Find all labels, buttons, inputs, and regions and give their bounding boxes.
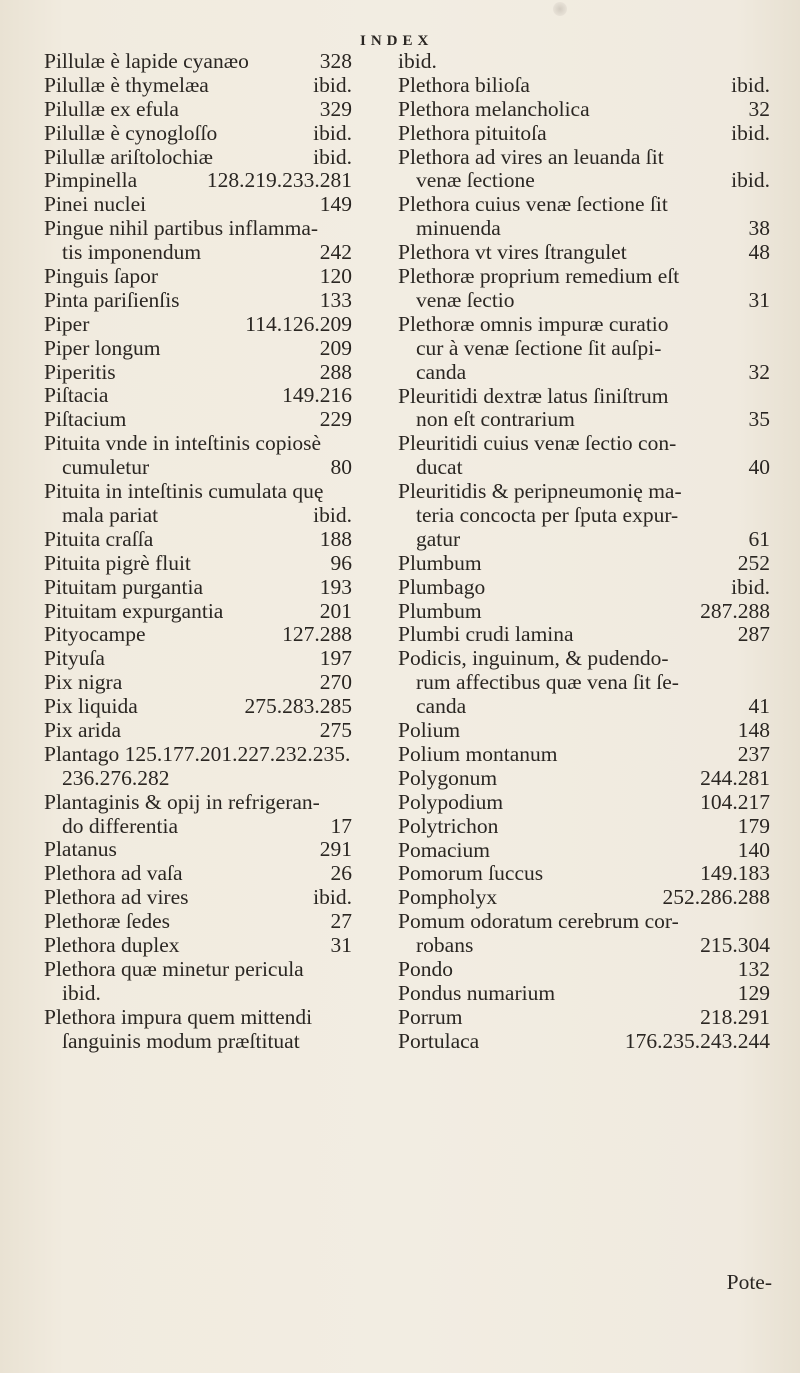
index-term (398, 432, 676, 480)
index-term (44, 193, 146, 217)
index-term (44, 934, 180, 958)
index-entry (44, 1006, 436, 1054)
index-term-line: Plantaginis & opij in refrigeran- (44, 789, 320, 814)
index-term-line: Pilullæ ex efula (44, 96, 179, 121)
index-term-line: Plethora ad vires an leuanda ſit (398, 144, 664, 169)
page-reference: 148 (737, 718, 770, 743)
index-term (398, 982, 555, 1006)
index-term-line: Pinguis ſapor (44, 264, 159, 289)
index-term-line: Pleuritidi dextræ latus ſiniſtrum (398, 383, 669, 408)
page-reference: 328 (319, 49, 352, 73)
index-term (398, 313, 669, 385)
index-term (398, 122, 547, 146)
index-term (44, 600, 223, 624)
index-term-line: Platanus (44, 837, 117, 862)
page-reference: ibid. (731, 120, 770, 145)
index-term-line: Plethora bilioſa (398, 72, 530, 97)
index-entry (398, 265, 770, 313)
index-term (44, 791, 320, 839)
index-term (44, 480, 323, 528)
index-term (398, 241, 627, 265)
index-entry (44, 50, 436, 74)
index-entry (44, 217, 436, 265)
page-reference: 252 (737, 550, 770, 575)
index-term-line: Pondo (398, 956, 453, 981)
index-entry (398, 98, 770, 122)
page-reference: 193 (319, 574, 352, 599)
index-entry (398, 647, 770, 719)
index-term-line: Pomacium (398, 837, 490, 862)
index-term-line: venæ ſectione (416, 168, 535, 193)
index-entry (398, 50, 770, 74)
index-term (398, 743, 557, 767)
index-entry (44, 74, 436, 98)
index-entry (398, 600, 770, 624)
index-term-line: Pituita pigrè fluit (44, 550, 191, 575)
index-entry (398, 743, 770, 767)
index-term-line: Plethora pituitoſa (398, 120, 547, 145)
index-term (398, 50, 437, 74)
index-entry (44, 862, 436, 886)
index-term-line: venæ ſectio (416, 287, 515, 312)
index-term-line: Pinta pariſienſis (44, 287, 180, 312)
index-term (398, 886, 497, 910)
index-term-line: Polypodium (398, 789, 504, 814)
page-reference: 218.291 (700, 1004, 770, 1029)
index-entry (398, 241, 770, 265)
index-term-line: Pix nigra (44, 670, 123, 695)
index-entry (398, 552, 770, 576)
index-entry (44, 408, 436, 432)
page-reference: ibid. (731, 574, 770, 599)
index-term-line: Pilullæ è cynogloſſo (44, 120, 218, 145)
index-term-line: Pillulæ è lapide cyanæo (44, 49, 249, 73)
index-term (44, 50, 249, 74)
index-entry (398, 74, 770, 98)
index-term (398, 552, 482, 576)
page-reference: 120 (319, 264, 352, 289)
index-term (44, 289, 180, 313)
index-column-right (398, 50, 770, 1054)
index-entry (398, 815, 770, 839)
index-entry (44, 910, 436, 934)
index-term (398, 719, 460, 743)
index-term-line: Plethoræ proprium remedium eſt (398, 264, 680, 289)
index-entry (398, 839, 770, 863)
index-term (44, 910, 170, 934)
index-entry (398, 767, 770, 791)
page-reference: 48 (748, 240, 770, 265)
index-entry (44, 671, 436, 695)
index-entry (398, 910, 770, 958)
index-term-line: Piperitis (44, 359, 116, 384)
page-reference: ibid. (313, 502, 352, 527)
index-entry (44, 886, 436, 910)
index-term-line: Pilullæ è thymelæa (44, 72, 209, 97)
page-reference: 188 (319, 526, 352, 551)
index-term-line: rum affectibus quæ vena ſit ſe- (416, 670, 679, 695)
index-term-line: Plethora ad vires (44, 885, 189, 910)
index-entry (398, 1006, 770, 1030)
index-term (398, 193, 668, 241)
index-term-line: Pituitam purgantia (44, 574, 204, 599)
index-term (44, 647, 105, 671)
index-term (398, 74, 530, 98)
index-term-line: Porrum (398, 1004, 463, 1029)
index-term-line: Plethora ad vaſa (44, 861, 183, 886)
index-term (398, 146, 664, 194)
page-reference: 31 (330, 933, 352, 958)
index-term-line: Plumbi crudi lamina (398, 622, 574, 647)
index-term-line: Polium montanum (398, 741, 558, 766)
index-entry (44, 480, 436, 528)
index-term-line: ducat (416, 455, 463, 480)
index-entry (44, 934, 436, 958)
index-entry (398, 480, 770, 552)
index-entry (44, 958, 436, 1006)
index-term-line: Pituita craſſa (44, 526, 154, 551)
index-term-line: Plethora impura quem mittendi (44, 1004, 313, 1029)
index-term (44, 958, 304, 1006)
index-term-line: Pinei nuclei (44, 192, 147, 217)
page-reference: 275 (319, 717, 352, 742)
page-reference: 127.288 (282, 622, 352, 647)
page-reference: 38 (748, 216, 770, 241)
page-reference: 197 (319, 646, 352, 671)
page-reference: 287.288 (700, 598, 770, 623)
page-reference: 104.217 (700, 789, 770, 814)
page-reference: ibid. (313, 144, 352, 169)
index-term (44, 695, 138, 719)
index-term (44, 265, 158, 289)
page-reference: ibid. (313, 885, 352, 910)
index-entry (398, 862, 770, 886)
page-reference: 149.183 (700, 861, 770, 886)
index-term (398, 265, 679, 313)
index-term-line: Plumbum (398, 598, 482, 623)
index-term (44, 838, 117, 862)
page-reference: 32 (748, 96, 770, 121)
index-term-line: Plethoræ ſedes (44, 909, 170, 934)
index-entry (398, 623, 770, 647)
index-entry (44, 600, 436, 624)
page-reference: 252.286.288 (662, 885, 770, 910)
index-term (398, 98, 590, 122)
index-term-line: Pituita in inteſtinis cumulata quę (44, 479, 324, 504)
index-term (44, 74, 209, 98)
page-reference: 128.219.233.281 (206, 168, 352, 193)
page-reference: 32 (748, 359, 770, 384)
index-term-line: Polytrichon (398, 813, 499, 838)
index-term (44, 671, 122, 695)
index-term (398, 1006, 463, 1030)
index-term-line: Plethora melancholica (398, 96, 590, 121)
index-entry (398, 886, 770, 910)
index-term (44, 719, 121, 743)
page-reference: 129 (737, 980, 770, 1005)
index-entry (398, 1030, 770, 1054)
page-reference: 149.216 (282, 383, 352, 408)
index-entry (44, 647, 436, 671)
index-entry (398, 791, 770, 815)
index-term-line: Plethora quæ minetur pericula (44, 956, 304, 981)
index-term-line: robans (416, 933, 474, 958)
index-entry (44, 313, 436, 337)
index-term (398, 839, 490, 863)
index-term-line: Polygonum (398, 765, 498, 790)
index-term-line: Pomorum ſuccus (398, 861, 544, 886)
index-term-line: Polium (398, 718, 461, 743)
index-entry (44, 361, 436, 385)
page-reference: 114.126.209 (245, 311, 352, 336)
page-reference: 242 (319, 240, 352, 265)
index-entry (44, 719, 436, 743)
index-entry (398, 193, 770, 241)
index-term (44, 886, 189, 910)
index-entry (398, 432, 770, 480)
index-entry (44, 838, 436, 862)
index-term (44, 552, 191, 576)
index-entry (44, 265, 436, 289)
page-header: INDEX (360, 33, 434, 49)
index-term (398, 623, 574, 647)
index-entry (44, 337, 436, 361)
page-reference: 176.235.243.244 (624, 1028, 770, 1053)
index-term-line: Pix arida (44, 717, 122, 742)
page-reference: 201 (319, 598, 352, 623)
index-term (398, 576, 485, 600)
index-term-line: Plethora vt vires ſtrangulet (398, 240, 627, 265)
index-entry (398, 385, 770, 433)
page-reference: 26 (330, 861, 352, 886)
index-term (44, 169, 137, 193)
index-term (44, 217, 318, 265)
index-term (44, 576, 203, 600)
page-reference: 291 (319, 837, 352, 862)
index-entry (44, 695, 436, 719)
page-reference: 133 (319, 287, 352, 312)
index-term (44, 361, 116, 385)
index-term-line: teria concocta per ſputa expur- (416, 503, 679, 528)
index-term (44, 623, 146, 647)
page-reference: 80 (330, 455, 352, 480)
index-term (44, 432, 321, 480)
index-entry (398, 982, 770, 1006)
index-entry (44, 432, 436, 480)
page-reference: 96 (330, 550, 352, 575)
index-term-line: canda (416, 694, 467, 719)
index-term-line: do differentia (62, 813, 179, 838)
index-term-line: cur à venæ ſectione ſit auſpi- (416, 335, 662, 360)
page-reference: ibid. (731, 168, 770, 193)
index-term-line: Pityocampe (44, 622, 146, 647)
index-term-line: ibid. (62, 980, 101, 1005)
page-reference: 149 (319, 192, 352, 217)
index-term-line: Plumbago (398, 574, 486, 599)
index-term-line: Pomum odoratum cerebrum cor- (398, 909, 679, 934)
index-term-line: Podicis, inguinum, & pudendo- (398, 646, 669, 671)
index-term-line: mala pariat (62, 502, 159, 527)
page-reference: 140 (737, 837, 770, 862)
index-term-line: Pityuſa (44, 646, 105, 671)
page-reference: ibid. (313, 72, 352, 97)
page-reference: 244.281 (700, 765, 770, 790)
index-term-line: Piſtacium (44, 407, 127, 432)
page-reference: 215.304 (700, 933, 770, 958)
index-term-line: Pilullæ ariſtolochiæ (44, 144, 214, 169)
index-term-line: tis imponendum (62, 240, 202, 265)
index-term-line: Portulaca (398, 1028, 480, 1053)
index-entry (44, 384, 436, 408)
index-term-line: Piſtacia (44, 383, 109, 408)
page-reference: ibid. (731, 72, 770, 97)
index-term-line: ſanguinis modum præſtituat (62, 1028, 300, 1053)
page-reference: 229 (319, 407, 352, 432)
index-entry (398, 146, 770, 194)
page-reference: 237 (737, 741, 770, 766)
index-term (44, 408, 126, 432)
page-reference: 329 (319, 96, 352, 121)
page-reference: 275.283.285 (244, 694, 352, 719)
page-reference: 288 (319, 359, 352, 384)
index-term (398, 480, 682, 552)
index-entry (398, 719, 770, 743)
index-entry (44, 98, 436, 122)
index-term (398, 910, 679, 958)
index-term-line: gatur (416, 526, 461, 551)
page-reference: ibid. (313, 120, 352, 145)
page-reference: 40 (748, 455, 770, 480)
index-term (398, 767, 497, 791)
index-entry (398, 958, 770, 982)
index-term (398, 385, 669, 433)
index-term (398, 815, 498, 839)
index-entry (44, 146, 436, 170)
index-term-line: non eſt contrarium (416, 407, 575, 432)
index-term-line: ibid. (398, 49, 437, 73)
page-reference: 17 (330, 813, 352, 838)
index-term-line: Piper (44, 311, 90, 336)
page-reference: 287 (737, 622, 770, 647)
index-term (44, 743, 350, 791)
index-term-line: Pondus numarium (398, 980, 556, 1005)
page-reference: 35 (748, 407, 770, 432)
index-term-line: Plumbum (398, 550, 482, 575)
index-term-line: Pingue nihil partibus inflamma- (44, 216, 319, 241)
index-term-line: canda (416, 359, 467, 384)
page-reference: 31 (748, 287, 770, 312)
index-entry (398, 313, 770, 385)
page-reference: 41 (748, 694, 770, 719)
index-column-left (44, 50, 436, 1054)
index-term (44, 98, 179, 122)
index-term (44, 337, 160, 361)
index-entry (44, 791, 436, 839)
index-term-line: Plethora cuius venæ ſectione ſit (398, 192, 668, 217)
page-reference: 61 (748, 526, 770, 551)
index-term (398, 791, 503, 815)
page-reference: 179 (737, 813, 770, 838)
index-entry (44, 623, 436, 647)
index-term (398, 1030, 479, 1054)
ink-blot (553, 2, 567, 16)
index-term-line: Plethora duplex (44, 933, 180, 958)
index-entry (44, 528, 436, 552)
index-entry (44, 576, 436, 600)
index-term (44, 384, 108, 408)
index-term (398, 862, 543, 886)
catchword: Pote- (726, 1270, 772, 1294)
index-term-line: Pleuritidis & peripneumonię ma- (398, 479, 682, 504)
index-term-line: Piper longum (44, 335, 161, 360)
page-reference: 209 (319, 335, 352, 360)
index-term (398, 647, 679, 719)
index-entry (44, 122, 436, 146)
index-entry (44, 169, 436, 193)
page-reference: 27 (330, 909, 352, 934)
index-term-line: Plethoræ omnis impuræ curatio (398, 311, 669, 336)
index-entry (44, 743, 436, 791)
index-term-line: 236.276.282 (62, 765, 170, 790)
index-term-line: Pituita vnde in inteſtinis copiosè (44, 431, 322, 456)
index-term (398, 958, 453, 982)
index-term-line: Pix liquida (44, 694, 138, 719)
index-term (398, 600, 482, 624)
index-term-line: Pleuritidi cuius venæ ſectio con- (398, 431, 677, 456)
index-term-line: Pimpinella (44, 168, 138, 193)
page-reference: 270 (319, 670, 352, 695)
index-entry (44, 193, 436, 217)
index-entry (44, 289, 436, 313)
index-term-line: Plantago 125.177.201.227.232.235. (44, 741, 351, 766)
index-term (44, 528, 153, 552)
index-term (44, 122, 217, 146)
index-term (44, 146, 213, 170)
index-entry (44, 552, 436, 576)
index-term-line: minuenda (416, 216, 501, 241)
index-term-line: cumuletur (62, 455, 150, 480)
index-term (44, 862, 183, 886)
index-term (44, 1006, 312, 1054)
index-entry (398, 122, 770, 146)
index-entry (398, 576, 770, 600)
index-term-line: Pituitam expurgantia (44, 598, 224, 623)
index-term-line: Pompholyx (398, 885, 498, 910)
page-reference: 132 (737, 956, 770, 981)
index-term (44, 313, 89, 337)
